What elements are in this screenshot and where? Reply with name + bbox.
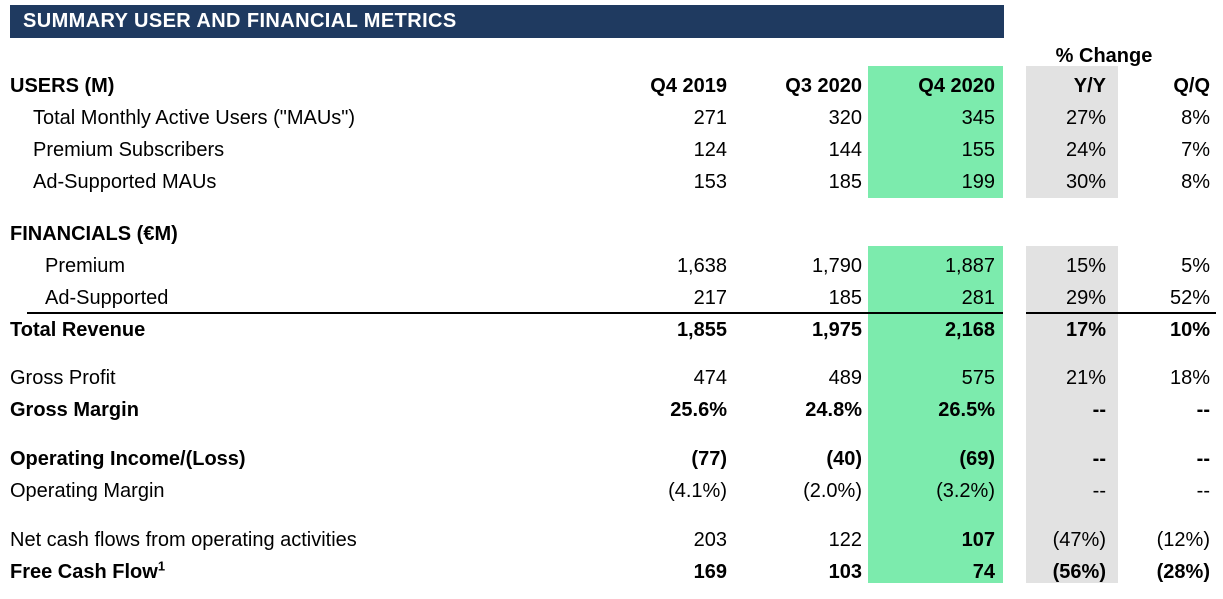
page-title: SUMMARY USER AND FINANCIAL METRICS bbox=[23, 10, 457, 32]
cell-q4-2019: 271 bbox=[693, 106, 727, 129]
cell-yy: 29% bbox=[1065, 286, 1106, 309]
table-row-ad-supported-revenue bbox=[0, 282, 1223, 314]
cell-q4-2020: 2,168 bbox=[944, 318, 995, 341]
table-row-operating-income bbox=[0, 443, 1223, 475]
cell-qq: 5% bbox=[1181, 254, 1210, 277]
row-label: Ad-Supported MAUs bbox=[33, 170, 217, 193]
cell-q4-2020: 345 bbox=[961, 106, 995, 129]
cell-q4-2019: 153 bbox=[693, 170, 727, 193]
cell-q4-2019: 1,638 bbox=[676, 254, 727, 277]
cell-q4-2020: 575 bbox=[961, 366, 995, 389]
cell-yy: 24% bbox=[1065, 138, 1106, 161]
cell-q4-2020: 199 bbox=[961, 170, 995, 193]
row-label bbox=[10, 557, 590, 584]
cell-yy: 15% bbox=[1065, 254, 1106, 277]
title-bar bbox=[10, 5, 1004, 38]
section-header-users: USERS (M) bbox=[10, 74, 115, 97]
cell-q4-2019: (77) bbox=[691, 447, 727, 470]
cell-q3-2020: 185 bbox=[828, 286, 862, 309]
metrics-table bbox=[0, 42, 1223, 588]
cell-q4-2019: 203 bbox=[693, 528, 727, 551]
pct-change-row bbox=[0, 42, 1223, 70]
section-header-row-financials bbox=[0, 218, 1223, 250]
cell-qq: 52% bbox=[1169, 286, 1210, 309]
cell-q4-2020: 1,887 bbox=[944, 254, 995, 277]
column-header-q4-2019: Q4 2019 bbox=[650, 74, 727, 97]
column-header-q4-2020: Q4 2020 bbox=[918, 74, 995, 97]
cell-q4-2019: (4.1%) bbox=[668, 479, 727, 502]
column-header-yy: Y/Y bbox=[1073, 74, 1106, 97]
total-revenue-rule-left bbox=[27, 312, 1003, 314]
cell-yy: -- bbox=[1092, 447, 1106, 470]
cell-yy: 27% bbox=[1065, 106, 1106, 129]
cell-qq: 8% bbox=[1181, 170, 1210, 193]
table-row-net-cash-flows bbox=[0, 524, 1223, 556]
pct-change-header: % Change bbox=[1055, 44, 1153, 67]
table-row-operating-margin bbox=[0, 475, 1223, 507]
cell-q3-2020: (2.0%) bbox=[803, 479, 862, 502]
table-row-total-revenue bbox=[0, 314, 1223, 346]
cell-yy: -- bbox=[1092, 398, 1106, 421]
cell-q3-2020: 1,975 bbox=[811, 318, 862, 341]
cell-yy: -- bbox=[1092, 479, 1106, 502]
column-header-q3-2020: Q3 2020 bbox=[785, 74, 862, 97]
cell-q4-2020: 107 bbox=[961, 528, 995, 551]
table-row-premium-subscribers bbox=[0, 134, 1223, 166]
total-revenue-rule-right bbox=[1026, 312, 1216, 314]
cell-q3-2020: 122 bbox=[828, 528, 862, 551]
cell-q4-2020: (3.2%) bbox=[936, 479, 995, 502]
cell-qq: (28%) bbox=[1156, 560, 1210, 583]
section-header-financials: FINANCIALS (€M) bbox=[10, 222, 178, 245]
cell-yy: 17% bbox=[1065, 318, 1106, 341]
row-label: Operating Margin bbox=[10, 479, 165, 502]
cell-yy: 30% bbox=[1065, 170, 1106, 193]
cell-q3-2020: 24.8% bbox=[805, 398, 862, 421]
table-row-total-maus bbox=[0, 102, 1223, 134]
cell-q3-2020: (40) bbox=[826, 447, 862, 470]
cell-q3-2020: 185 bbox=[828, 170, 862, 193]
row-label: Total Revenue bbox=[10, 318, 146, 341]
row-label: Net cash flows from operating activities bbox=[10, 528, 357, 551]
column-header-qq: Q/Q bbox=[1173, 74, 1210, 97]
table-row-gross-margin bbox=[0, 394, 1223, 426]
cell-q3-2020: 103 bbox=[828, 560, 862, 583]
cell-qq: -- bbox=[1196, 479, 1210, 502]
row-label: Premium bbox=[45, 254, 126, 277]
table-row-gross-profit bbox=[0, 362, 1223, 394]
cell-q4-2019: 25.6% bbox=[670, 398, 727, 421]
cell-q4-2019: 1,855 bbox=[676, 318, 727, 341]
cell-q4-2019: 169 bbox=[693, 560, 727, 583]
cell-q4-2020: 26.5% bbox=[938, 398, 995, 421]
cell-q3-2020: 1,790 bbox=[811, 254, 862, 277]
table-row-free-cash-flow bbox=[0, 556, 1223, 588]
cell-q4-2020: 281 bbox=[961, 286, 995, 309]
cell-yy: (56%) bbox=[1052, 560, 1106, 583]
row-label: Ad-Supported bbox=[45, 286, 169, 309]
row-label: Premium Subscribers bbox=[33, 138, 225, 161]
column-header-row bbox=[0, 70, 1223, 102]
cell-q4-2019: 124 bbox=[693, 138, 727, 161]
cell-qq: (12%) bbox=[1156, 528, 1210, 551]
row-label: Gross Margin bbox=[10, 398, 139, 421]
cell-q4-2019: 217 bbox=[693, 286, 727, 309]
free-cash-flow-label: Free Cash Flow bbox=[10, 560, 158, 583]
cell-qq: 7% bbox=[1181, 138, 1210, 161]
row-label: Gross Profit bbox=[10, 366, 116, 389]
cell-q4-2019: 474 bbox=[693, 366, 727, 389]
cell-qq: -- bbox=[1196, 398, 1210, 421]
row-label: Operating Income/(Loss) bbox=[10, 447, 246, 470]
cell-q3-2020: 489 bbox=[828, 366, 862, 389]
cell-q3-2020: 320 bbox=[828, 106, 862, 129]
footnote-marker: 1 bbox=[157, 557, 166, 573]
cell-q3-2020: 144 bbox=[828, 138, 862, 161]
cell-qq: 8% bbox=[1181, 106, 1210, 129]
cell-qq: 10% bbox=[1169, 318, 1210, 341]
cell-qq: 18% bbox=[1169, 366, 1210, 389]
table-row-premium-revenue bbox=[0, 250, 1223, 282]
cell-q4-2020: 155 bbox=[961, 138, 995, 161]
row-label: Total Monthly Active Users ("MAUs") bbox=[33, 106, 356, 129]
cell-q4-2020: 74 bbox=[972, 560, 995, 583]
table-row-ad-supported-maus bbox=[0, 166, 1223, 198]
cell-yy: 21% bbox=[1065, 366, 1106, 389]
cell-q4-2020: (69) bbox=[959, 447, 995, 470]
cell-yy: (47%) bbox=[1052, 528, 1106, 551]
cell-qq: -- bbox=[1196, 447, 1210, 470]
